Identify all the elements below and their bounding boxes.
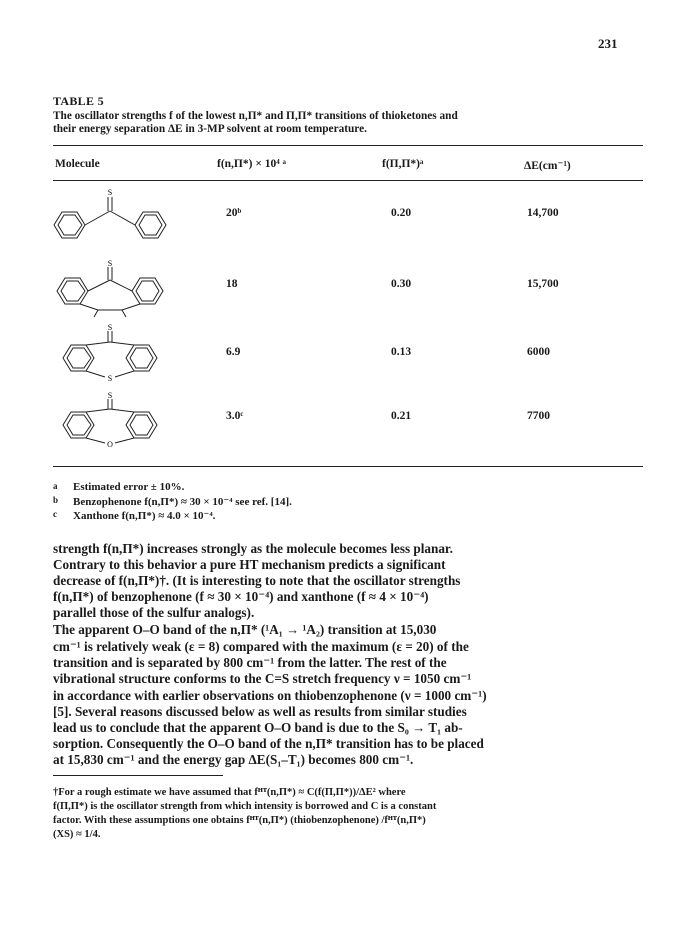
body-text-line: lead us to conclude that the apparent O–O band is due to the S₀ → T₁ ab-: [53, 720, 463, 735]
body-text-line: at 15,830 cm⁻¹ and the energy gap ΔE(S₁–T₁) becomes 800 cm⁻¹.: [53, 752, 414, 767]
body-text-line: f(n,Π*) of benzophenone (f ≈ 30 × 10⁻⁴) and xanthone (f ≈ 4 × 10⁻⁴): [53, 589, 429, 604]
footnote-text: Xanthone f(n,Π*) ≈ 4.0 × 10⁻⁴.: [73, 510, 216, 522]
page-footnote-line: factor. With these assumptions one obtains fᴴᵀ(n,Π*) (thiobenzophenone) /fᴴᵀ(n,Π*): [53, 815, 426, 826]
body-text-line: in accordance with earlier observations on thiobenzophenone (ν = 1000 cm⁻¹): [53, 688, 487, 703]
table-footnote: [53, 495, 292, 508]
cell-delta-e: 14,700: [527, 207, 559, 219]
body-text-line: strength f(n,Π*) increases strongly as the molecule becomes less planar.: [53, 541, 453, 556]
cell-f-npi: 20ᵇ: [226, 207, 242, 219]
atom-label: S: [107, 391, 113, 400]
cell-f-npi: 3.0ᶜ: [226, 410, 244, 422]
footnote-text: Estimated error ± 10%.: [73, 481, 185, 493]
atom-label: O: [107, 440, 113, 449]
body-text-line: vibrational structure conforms to the C=S stretch frequency ν = 1050 cm⁻¹: [53, 671, 472, 686]
page-number: 231: [598, 36, 618, 51]
table-caption: [53, 110, 643, 136]
table-top-rule: [53, 145, 643, 146]
page-footnote-line: †For a rough estimate we have assumed that fᴴᵀ(n,Π*) ≈ C(f(Π,Π*))/ΔE² where: [53, 787, 406, 798]
table-label: TABLE 5: [53, 94, 104, 108]
atom-label: S: [107, 374, 113, 383]
body-text-line: [5]. Several reasons discussed below as well as results from similar studies: [53, 704, 467, 719]
footnote-mark: a: [53, 481, 58, 491]
atom-label: S: [107, 259, 113, 268]
caption-line: their energy separation ΔE in 3-MP solvent at room temperature.: [53, 123, 367, 135]
page-footnote-line: (XS) ≈ 1/4.: [53, 829, 101, 840]
table-footnote: [53, 481, 184, 493]
table-header-rule: [53, 180, 643, 181]
header-f-pipi: f(Π,Π*)ᵃ: [382, 158, 424, 170]
caption-line: The oscillator strengths f of the lowest n,Π* and Π,Π* transitions of thioketones and: [53, 110, 458, 122]
body-text-line: Contrary to this behavior a pure HT mechanism predicts a significant: [53, 557, 446, 572]
body-text-line: decrease of f(n,Π*)†. (It is interesting to note that the oscillator strengths: [53, 573, 461, 588]
header-molecule: Molecule: [55, 158, 100, 170]
cell-f-npi: 18: [226, 278, 238, 290]
cell-delta-e: 7700: [527, 410, 550, 422]
structure-dibenzosuberenethione: [50, 258, 170, 318]
cell-delta-e: 6000: [527, 346, 550, 358]
structure-thiobenzophenone: [50, 185, 170, 241]
cell-f-pipi: 0.30: [391, 278, 412, 290]
footnote-mark: c: [53, 509, 57, 519]
atom-label: S: [107, 323, 113, 332]
cell-f-pipi: 0.21: [391, 410, 412, 422]
structure-xanthione: [50, 390, 170, 450]
page-footnote-line: f(Π,Π*) is the oscillator strength from which intensity is borrowed and C is a constant: [53, 801, 437, 812]
body-text-line: transition and is separated by 800 cm⁻¹ from the latter. The rest of the: [53, 655, 447, 670]
header-delta-e: ΔE(cm⁻¹): [524, 160, 571, 172]
table-footnote: [53, 509, 215, 522]
footnote-rule: [53, 775, 223, 776]
cell-f-pipi: 0.20: [391, 207, 412, 219]
body-text-line: cm⁻¹ is relatively weak (ε = 8) compared with the maximum (ε = 20) of the: [53, 639, 469, 654]
footnote-text: Benzophenone f(n,Π*) ≈ 30 × 10⁻⁴ see ref. [14].: [73, 496, 292, 508]
atom-label: S: [107, 188, 113, 197]
table-bottom-rule: [53, 466, 643, 467]
structure-thioxanthione: [50, 322, 170, 384]
header-f-npi: f(n,Π*) × 10⁴ ᵃ: [217, 158, 286, 170]
cell-f-npi: 6.9: [226, 346, 241, 358]
body-text-line: The apparent O–O band of the n,Π* (¹A₁ → ¹A₂) transition at 15,030: [53, 622, 437, 637]
cell-delta-e: 15,700: [527, 278, 559, 290]
body-text-line: parallel those of the sulfur analogs).: [53, 605, 255, 620]
footnote-mark: b: [53, 495, 59, 505]
body-text-line: sorption. Consequently the O–O band of the n,Π* transition has to be placed: [53, 736, 484, 751]
cell-f-pipi: 0.13: [391, 346, 412, 358]
